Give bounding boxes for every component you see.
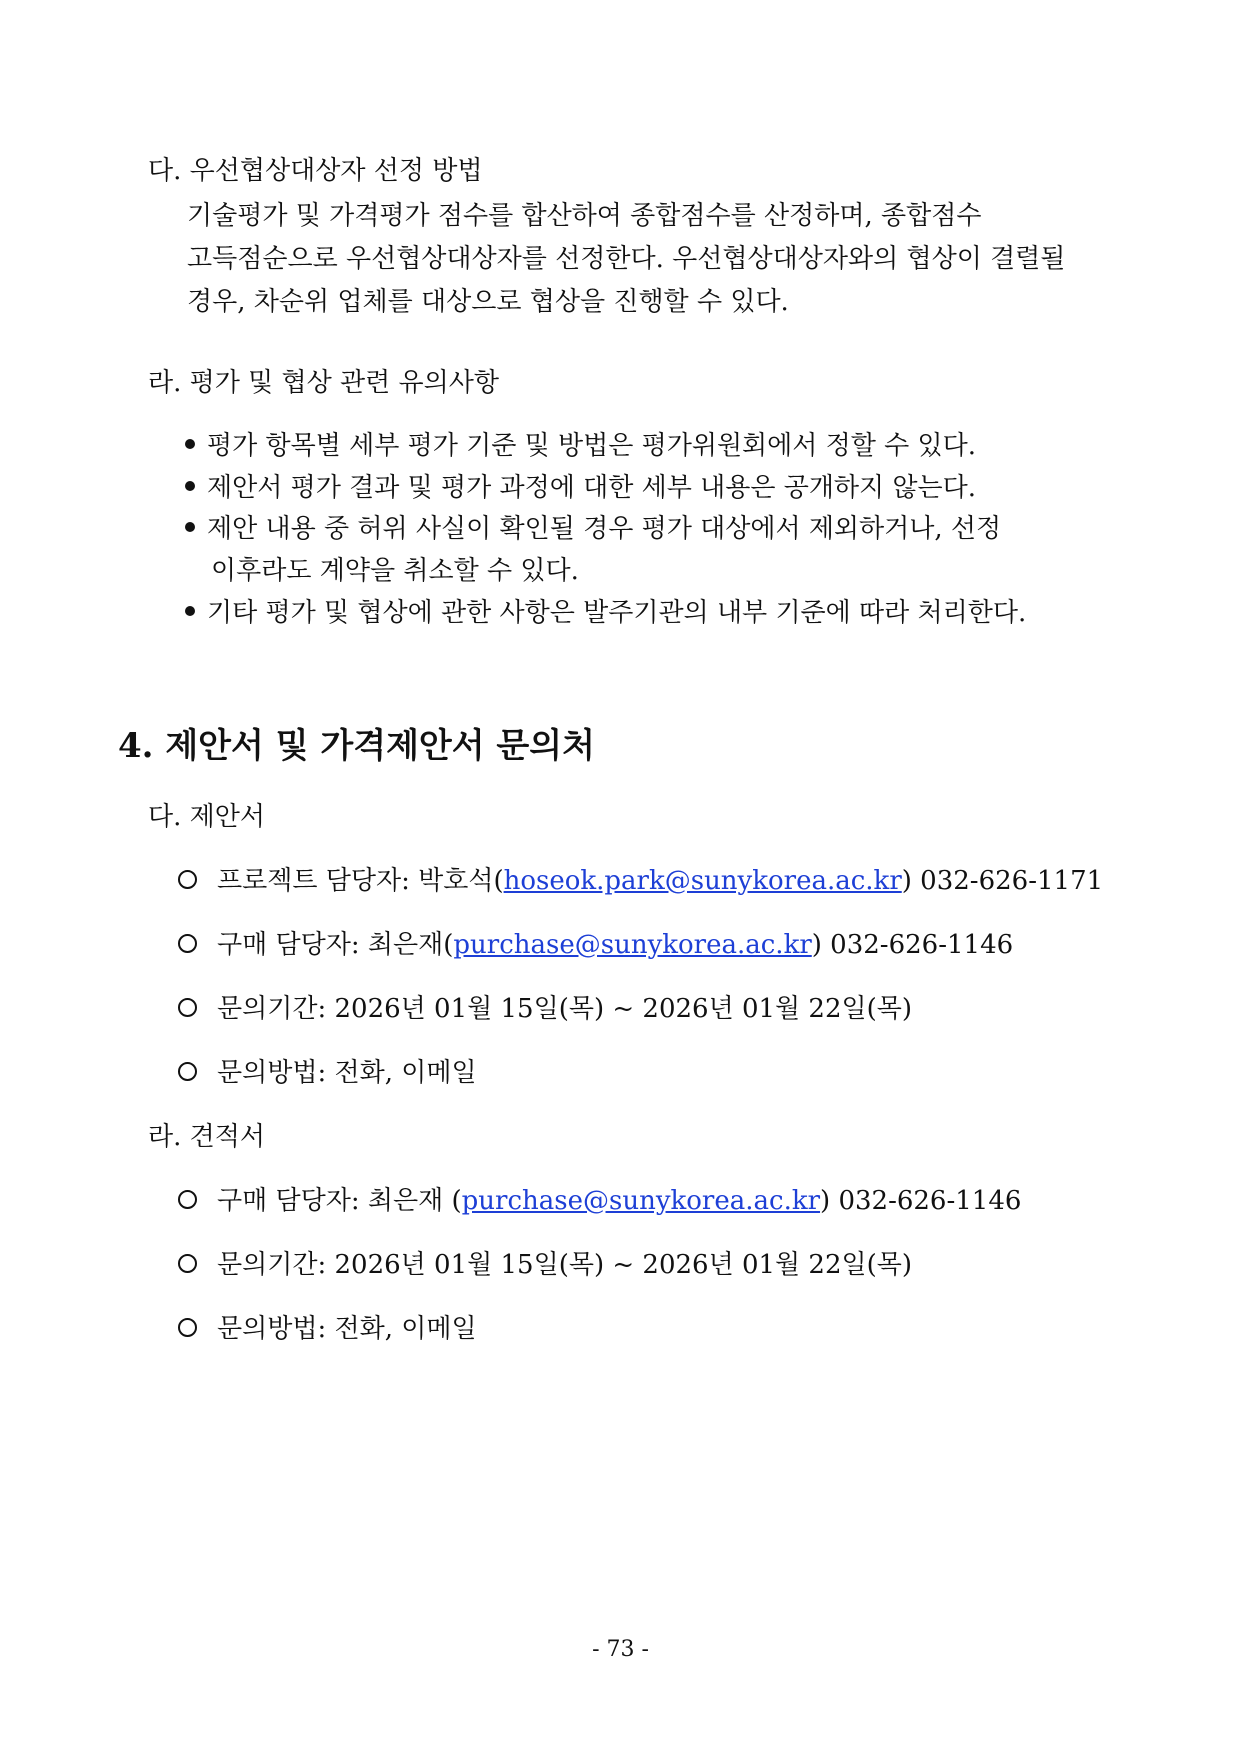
list-item-text: 기타 평가 및 협상에 관한 사항은 발주기관의 내부 기준에 따라 처리한다.: [207, 598, 1027, 628]
section-heading-selection-method: 다. 우선협상대상자 선정 방법: [148, 156, 483, 186]
page-number: - 73 -: [592, 1637, 649, 1662]
contact-item: [178, 1052, 477, 1089]
list-item-continuation: 이후라도 계약을 취소할 수 있다.: [211, 556, 579, 586]
contact-item: [178, 1180, 1021, 1217]
paragraph-line-2: 고득점순으로 우선협상대상자를 선정한다. 우선협상대상자와의 협상이 결렬될: [187, 244, 1066, 274]
list-item: [185, 425, 976, 462]
inquiry-method: 문의방법: 전화, 이메일: [217, 1058, 477, 1088]
contact-item: [178, 924, 1013, 961]
contact-phone: ) 032-626-1171: [901, 866, 1104, 896]
contact-phone: ) 032-626-1146: [811, 930, 1014, 960]
bullet-icon: [185, 522, 195, 532]
circle-bullet-icon: [178, 934, 197, 953]
list-item: [185, 592, 1026, 629]
contact-item: [178, 860, 1103, 897]
inquiry-period: 문의기간: 2026년 01월 15일(목) ~ 2026년 01월 22일(목): [217, 1250, 913, 1280]
inquiry-method: 문의방법: 전화, 이메일: [217, 1314, 477, 1344]
bullet-icon: [185, 439, 195, 449]
contact-phone: ) 032-626-1146: [820, 1186, 1022, 1216]
section-title: 4. 제안서 및 가격제안서 문의처: [118, 726, 595, 766]
subsection-heading-proposal: 다. 제안서: [148, 802, 265, 832]
bullet-icon: [185, 481, 195, 491]
contact-item: [178, 1308, 477, 1345]
list-item-text: 제안서 평가 결과 및 평가 과정에 대한 세부 내용은 공개하지 않는다.: [207, 473, 977, 503]
circle-bullet-icon: [178, 998, 197, 1017]
list-item-text: 제안 내용 중 허위 사실이 확인될 경우 평가 대상에서 제외하거나, 선정: [207, 514, 1002, 544]
section-heading-notes: 라. 평가 및 협상 관련 유의사항: [148, 368, 499, 398]
contact-label: 구매 담당자: 최은재 (: [217, 1186, 462, 1216]
paragraph-line-1: 기술평가 및 가격평가 점수를 합산하여 종합점수를 산정하며, 종합점수: [187, 201, 982, 231]
list-item-text: 평가 항목별 세부 평가 기준 및 방법은 평가위원회에서 정할 수 있다.: [207, 431, 977, 461]
contact-label: 구매 담당자: 최은재(: [217, 930, 454, 960]
bullet-icon: [185, 606, 195, 616]
paragraph-line-3: 경우, 차순위 업체를 대상으로 협상을 진행할 수 있다.: [187, 287, 789, 317]
email-link[interactable]: purchase@sunykorea.ac.kr: [453, 930, 812, 960]
contact-item: [178, 1244, 912, 1281]
email-link[interactable]: purchase@sunykorea.ac.kr: [461, 1186, 821, 1216]
circle-bullet-icon: [178, 1254, 197, 1273]
contact-item: [178, 988, 912, 1025]
circle-bullet-icon: [178, 1190, 197, 1209]
list-item: [185, 508, 1001, 545]
email-link[interactable]: hoseok.park@sunykorea.ac.kr: [503, 866, 902, 896]
list-item: [185, 467, 976, 504]
circle-bullet-icon: [178, 870, 197, 889]
subsection-heading-quote: 라. 견적서: [148, 1122, 265, 1152]
inquiry-period: 문의기간: 2026년 01월 15일(목) ~ 2026년 01월 22일(목): [217, 994, 913, 1024]
contact-label: 프로젝트 담당자: 박호석(: [217, 866, 504, 896]
circle-bullet-icon: [178, 1062, 197, 1081]
circle-bullet-icon: [178, 1318, 197, 1337]
